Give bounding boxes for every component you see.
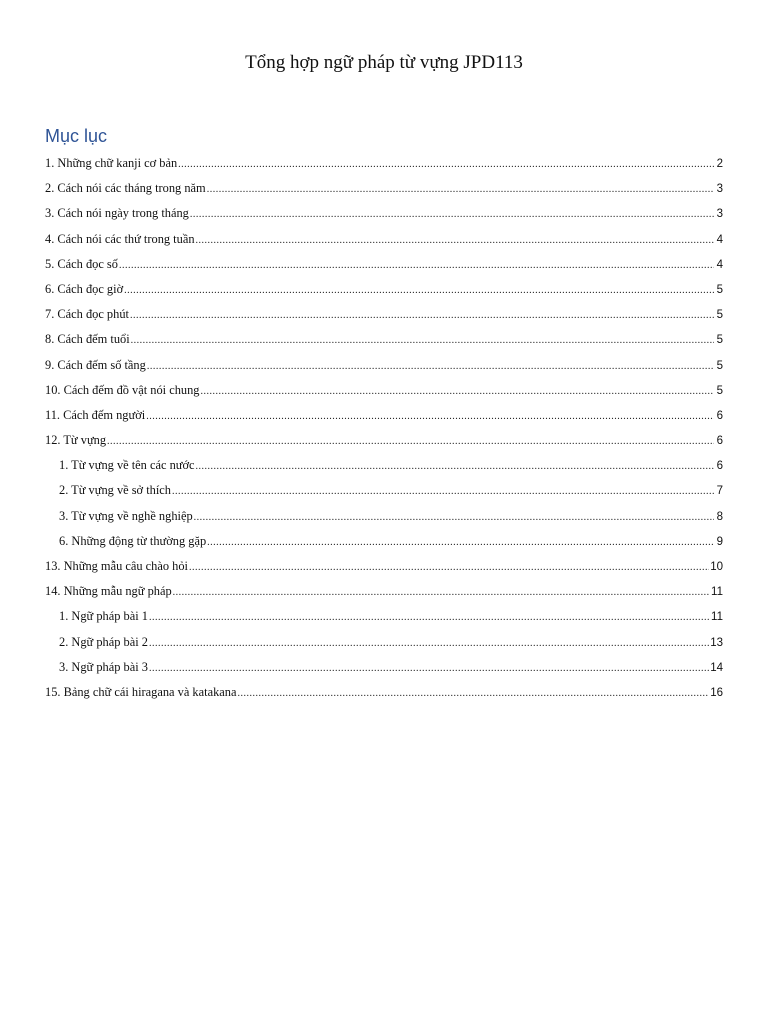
toc-entry[interactable]: [45, 456, 723, 481]
toc-entry-label: 7. Cách đọc phút: [45, 307, 129, 322]
toc-entry-page-number: 10: [710, 561, 723, 573]
toc-entry-label: 15. Bảng chữ cái hiragana và katakana: [45, 684, 237, 699]
toc-entry-label: 13. Những mẫu câu chào hỏi: [45, 559, 188, 573]
toc-entry-label: 2. Cách nói các tháng trong năm: [45, 181, 206, 196]
toc-entry-label: 11. Cách đếm người: [45, 407, 146, 422]
toc-entry[interactable]: [45, 305, 723, 330]
toc-dot-leader: [201, 383, 714, 401]
toc-dot-leader: [194, 509, 714, 527]
toc-entry-label: 1. Ngữ pháp bài 1: [59, 609, 148, 624]
toc-entry[interactable]: [45, 356, 723, 381]
toc-entry-page-number: 6: [716, 435, 723, 448]
toc-entry-label: 6. Cách đọc giờ: [45, 281, 124, 296]
toc-dot-leader: [196, 232, 714, 250]
toc-entry-page-number: 5: [716, 309, 723, 322]
toc-dot-leader: [196, 458, 714, 476]
toc-entry[interactable]: [45, 330, 723, 355]
toc-entry-page-number: 3: [716, 183, 723, 196]
toc-entry[interactable]: [45, 381, 723, 406]
toc-dot-leader: [119, 257, 714, 275]
toc-entry[interactable]: [45, 431, 723, 456]
toc-entry-page-number: 6: [716, 460, 723, 473]
toc-dot-leader: [189, 559, 709, 577]
toc-entry-label: 3. Cách nói ngày trong tháng: [45, 206, 189, 221]
toc-entry[interactable]: [45, 532, 723, 557]
toc-entry[interactable]: [45, 204, 723, 229]
toc-entry[interactable]: [45, 507, 723, 532]
toc-entry-label: 8. Cách đếm tuổi: [45, 332, 130, 347]
toc-dot-leader: [178, 156, 714, 174]
toc-dot-leader: [146, 408, 714, 426]
toc-dot-leader: [147, 358, 714, 376]
toc-entry-page-number: 3: [716, 208, 723, 221]
toc-entry-label: 3. Ngữ pháp bài 3: [59, 659, 148, 674]
toc-entry-label: 14. Những mẫu ngữ pháp: [45, 584, 172, 599]
toc-entry-label: 12. Từ vựng: [45, 433, 107, 448]
toc-entry-page-number: 11: [711, 586, 723, 599]
toc-entry-page-number: 5: [716, 334, 723, 347]
table-of-contents: [45, 154, 723, 708]
toc-entry-label: 6. Những động từ thường gặp: [59, 533, 207, 548]
toc-entry[interactable]: [45, 582, 723, 607]
toc-entry-page-number: 7: [716, 485, 723, 498]
toc-entry-page-number: 5: [716, 283, 723, 296]
toc-entry-page-number: 4: [716, 233, 723, 246]
toc-entry[interactable]: [45, 406, 723, 431]
toc-entry-label: 9. Cách đếm số tầng: [45, 357, 146, 372]
toc-entry-label: 5. Cách đọc số: [45, 256, 118, 271]
toc-entry-label: 3. Từ vựng về nghề nghiệp: [59, 508, 193, 523]
toc-entry[interactable]: [45, 633, 723, 658]
toc-entry-label: 1. Từ vựng về tên các nước: [59, 458, 195, 473]
toc-entry-page-number: 4: [716, 258, 723, 271]
toc-entry[interactable]: [45, 154, 723, 179]
toc-entry[interactable]: [45, 683, 723, 708]
toc-dot-leader: [149, 609, 710, 627]
toc-dot-leader: [207, 534, 714, 552]
toc-entry-page-number: 13: [710, 636, 723, 649]
toc-dot-leader: [124, 282, 714, 300]
toc-heading: Mục lục: [45, 126, 108, 146]
toc-dot-leader: [172, 483, 714, 501]
toc-entry[interactable]: [45, 481, 723, 506]
document-title: Tổng hợp ngữ pháp từ vựng JPD113: [245, 52, 523, 73]
toc-entry-page-number: 5: [716, 359, 723, 372]
toc-entry[interactable]: [45, 230, 723, 255]
toc-entry[interactable]: [45, 557, 723, 582]
toc-dot-leader: [131, 332, 714, 350]
toc-entry-label: 10. Cách đếm đồ vật nói chung: [45, 382, 200, 397]
toc-dot-leader: [149, 635, 709, 653]
toc-entry-page-number: 11: [711, 611, 723, 624]
toc-entry-label: 1. Những chữ kanji cơ bản: [45, 156, 178, 170]
toc-dot-leader: [237, 685, 709, 703]
toc-dot-leader: [107, 433, 714, 451]
toc-dot-leader: [190, 206, 714, 224]
toc-entry-label: 2. Từ vựng về sở thích: [59, 483, 171, 498]
toc-entry-page-number: 8: [716, 510, 723, 523]
toc-dot-leader: [149, 660, 709, 678]
toc-entry-page-number: 9: [716, 535, 723, 548]
toc-dot-leader: [130, 307, 714, 325]
toc-entry-page-number: 16: [710, 686, 723, 699]
toc-entry-label: 4. Cách nói các thứ trong tuần: [45, 231, 195, 246]
toc-entry-page-number: 2: [716, 158, 723, 170]
toc-entry-label: 2. Ngữ pháp bài 2: [59, 634, 148, 649]
toc-entry[interactable]: [45, 658, 723, 683]
toc-entry[interactable]: [45, 607, 723, 632]
toc-entry-page-number: 6: [716, 409, 723, 422]
toc-entry-page-number: 14: [710, 661, 723, 674]
toc-entry[interactable]: [45, 255, 723, 280]
toc-entry[interactable]: [45, 179, 723, 204]
toc-entry-page-number: 5: [716, 384, 723, 397]
toc-dot-leader: [173, 584, 710, 602]
toc-entry[interactable]: [45, 280, 723, 305]
toc-dot-leader: [207, 181, 714, 199]
